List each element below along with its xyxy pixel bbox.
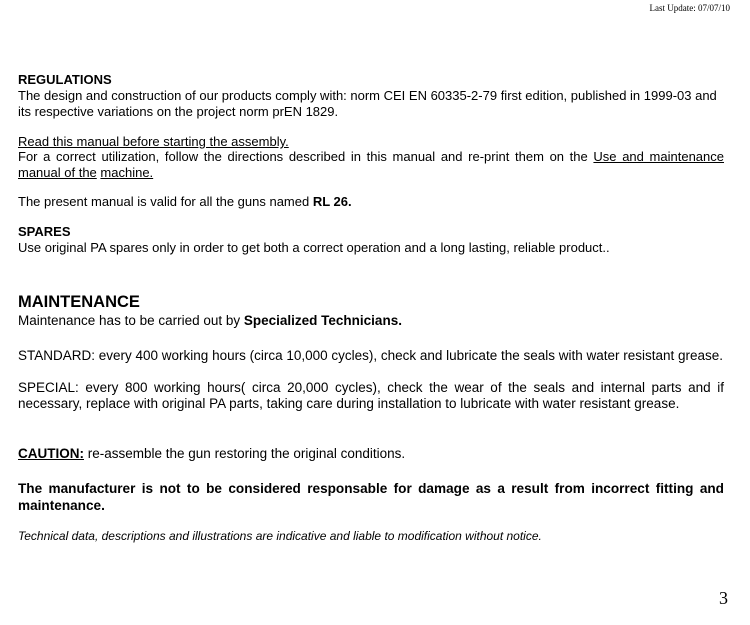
- utilization-text: For a correct utilization, follow the directions described in this manual and re-print them on the: [18, 149, 594, 164]
- gun-model: RL 26.: [312, 194, 352, 209]
- valid-models-paragraph: [18, 194, 724, 210]
- special-maintenance: SPECIAL: every 800 working hours( circa 20,000 cycles), check the wear of the seals and internal parts and if necessary, replace with original PA parts, taking care during installation to lubricate with water resistant grease.: [18, 380, 724, 411]
- standard-maintenance: STANDARD: every 400 working hours (circa 10,000 cycles), check and lubricate the seals with water resistant grease.: [18, 348, 724, 363]
- use-maintenance-manual-link: Use and maintenance manual of the: [18, 149, 724, 180]
- spares-text: Use original PA spares only in order to get both a correct operation and a long lasting, reliable product..: [18, 240, 610, 255]
- machine-link: machine.: [100, 164, 154, 180]
- maintenance-intro-text: Maintenance has to be carried out by: [18, 313, 244, 328]
- page-number: 3: [719, 588, 728, 608]
- caution-text: re-assemble the gun restoring the original conditions.: [84, 446, 406, 461]
- caution-label: CAUTION:: [18, 446, 84, 461]
- manufacturer-disclaimer: The manufacturer is not to be considered responsable for damage as a result from incorrect fitting and maintenance.: [18, 481, 724, 513]
- maintenance-intro: [18, 313, 724, 329]
- modification-notice: Technical data, descriptions and illustrations are indicative and liable to modification without notice.: [18, 529, 542, 543]
- regulations-text: The design and construction of our products comply with: norm CEI EN 60335-2-79 first edition, published in 1999-03 and its respective variations on the project norm prEN 1829.: [18, 88, 717, 119]
- specialized-technicians: Specialized Technicians.: [243, 313, 402, 328]
- read-manual-notice: Read this manual before starting the assembly.: [18, 134, 289, 149]
- regulations-heading: REGULATIONS: [18, 72, 112, 87]
- maintenance-heading: MAINTENANCE: [18, 293, 140, 311]
- last-update-date: Last Update: 07/07/10: [649, 3, 730, 13]
- utilization-paragraph: [18, 149, 724, 180]
- caution-paragraph: [18, 446, 724, 462]
- valid-models-text: The present manual is valid for all the guns named: [18, 194, 313, 209]
- spares-heading: SPARES: [18, 224, 71, 239]
